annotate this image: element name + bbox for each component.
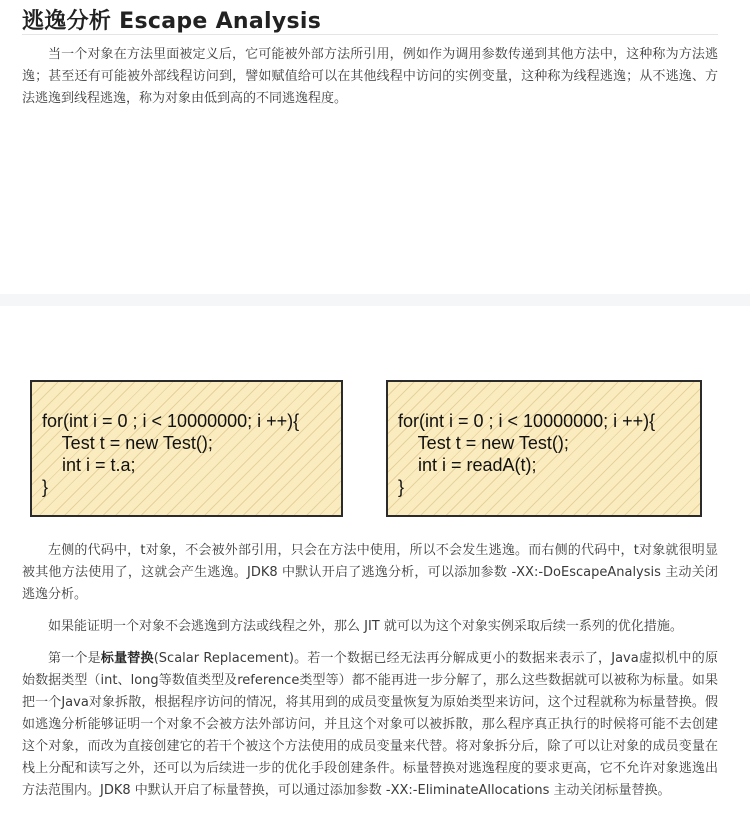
title-divider (22, 34, 718, 35)
code-figure-left (30, 380, 343, 517)
jit-paragraph: 如果能证明一个对象不会逃逸到方法或线程之外，那么 JIT 就可以为这个对象实例采取后续一系列的优化措施。 (48, 619, 683, 634)
section-separator (0, 294, 750, 306)
code-right-text: for(int i = 0 ; i < 10000000; i ++){ Test t = new Test(); int i = readA(t); } (398, 411, 656, 497)
scalar-replacement-paragraph (22, 648, 718, 802)
para3-prefix: 第一个是 (48, 651, 101, 666)
code-figure-right (386, 380, 702, 517)
code-left-text: for(int i = 0 ; i < 10000000; i ++){ Test t = new Test(); int i = t.a; } (42, 411, 300, 497)
scalar-replacement-term: 标量替换 (100, 651, 154, 666)
para3-body: (Scalar Replacement)。若一个数据已经无法再分解成更小的数据来表示了，Java虚拟机中的原始数据类型（int、long等数值类型及reference类型等）都不能再进一步分解了，那么这些数据就可以被称为标量。如果把一个Java对象拆散，根据程序访问的情况，将其用到的成员变量恢复为原始类型来访问，这个过程就称为标量替换。假如逃逸分析能够证明一个对象不会被方法外部访问，并且这个对象可以被拆散，那么程序真正执行的时候将可能不去创建这个对象，而改为直接创建它的若干个被这个方法使用的成员变量来代替。将对象拆分后，除了可以让对象的成员变量在栈上分配和读写之外，还可以为后续进一步的优化手段创建条件。标量替换对逃逸程度的要求更高，它不允许对象逃逸出方法范围内。JDK8 中默认开启了标量替换，可以通过添加参数 -XX:-EliminateAllocations 主动关闭标量替换。 (22, 651, 718, 798)
page-title: 逃逸分析 Escape Analysis (22, 9, 322, 34)
intro-paragraph: 当一个对象在方法里面被定义后，它可能被外部方法所引用，例如作为调用参数传递到其他方法中，这种称为方法逃逸；甚至还有可能被外部线程访问到，譬如赋值给可以在其他线程中访问的实例变量，这种称为线程逃逸；从不逃逸、方法逃逸到线程逃逸，称为对象由低到高的不同逃逸程度。 (22, 47, 718, 106)
explanation-paragraph: 左侧的代码中，t对象，不会被外部引用，只会在方法中使用，所以不会发生逃逸。而右侧的代码中，t对象就很明显被其他方法使用了，这就会产生逃逸。JDK8 中默认开启了逃逸分析，可以添加参数 -XX:-DoEscapeAnalysis 主动关闭逃逸分析。 (22, 543, 718, 602)
